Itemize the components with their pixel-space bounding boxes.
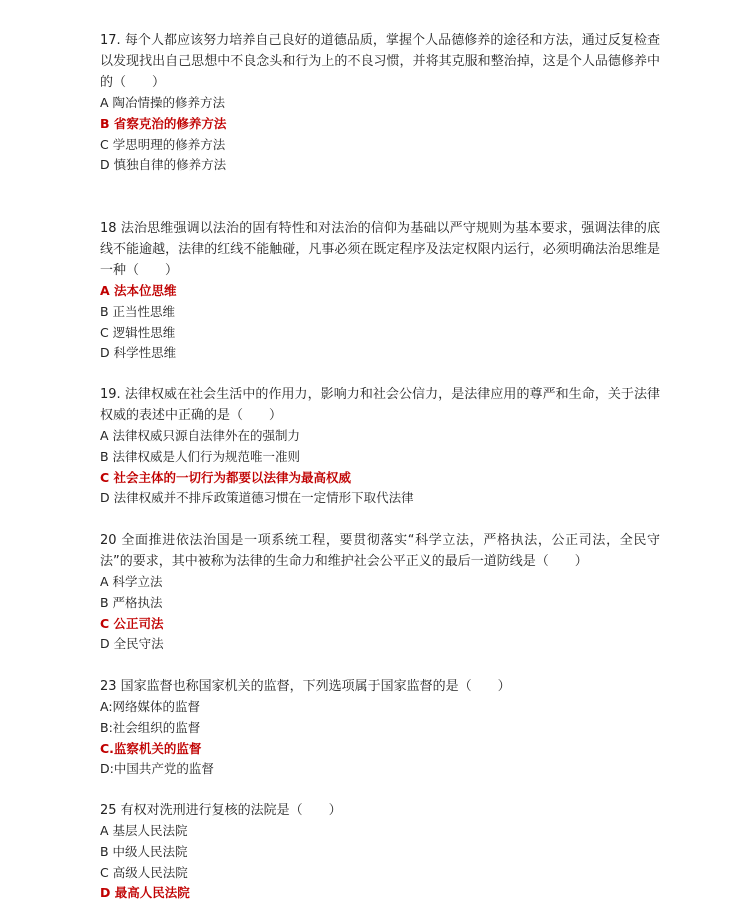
question-stem: 25 有权对洗刑进行复核的法院是（ ）	[100, 803, 342, 818]
option-b: B 正当性思维	[100, 303, 176, 319]
option-b: B 中级人民法院	[100, 843, 188, 859]
question-18	[100, 218, 660, 364]
option-a: A:网络媒体的监督	[100, 699, 201, 714]
option-c: C 逻辑性思维	[100, 324, 176, 340]
option-d-correct-answer: D 最高人民法院	[100, 885, 190, 901]
question-17	[100, 30, 660, 176]
option-c-correct-answer: C 公正司法	[100, 615, 164, 631]
question-stem: 17. 每个人都应该努力培养自己良好的道德品质，掌握个人品德修养的途径和方法，通过反复检查以发现找出自己思想中不良念头和行为上的不良习惯，并将其克服和整治掉，这是个人品德修养中的（ ）	[100, 33, 660, 90]
question-stem: 23 国家监督也称国家机关的监督，下列选项属于国家监督的是（ ）	[100, 679, 511, 694]
option-d: D 全民守法	[100, 636, 164, 652]
question-stem: 19. 法律权威在社会生活中的作用力，影响力和社会公信力，是法律应用的尊严和生命，关于法律权威的表述中正确的是（ ）	[100, 387, 660, 423]
option-d: D 法律权威并不排斥政策道德习惯在一定情形下取代法律	[100, 490, 414, 506]
option-a: A 法律权威只源自法律外在的强制力	[100, 428, 301, 443]
option-c: C 学思明理的修养方法	[100, 136, 226, 152]
option-c: C 高级人民法院	[100, 864, 188, 880]
option-c-correct-answer: C 社会主体的一切行为都要以法律为最高权威	[100, 469, 352, 485]
option-d: D 科学性思维	[100, 345, 177, 361]
option-a-correct-answer: A 法本位思维	[100, 283, 177, 298]
option-a: A 科学立法	[100, 574, 163, 589]
option-d: D 慎独自律的修养方法	[100, 157, 227, 173]
option-b: B:社会组织的监督	[100, 719, 201, 735]
option-d: D:中国共产党的监督	[100, 761, 214, 777]
question-25	[100, 800, 660, 904]
question-stem: 18 法治思维强调以法治的固有特性和对法治的信仰为基础以严守规则为基本要求，强调法律的底线不能逾越，法律的红线不能触碰，凡事必须在既定程序及法定权限内运行，必须明确法治思维是一种（ ）	[100, 221, 660, 278]
question-stem: 20 全面推进依法治国是一项系统工程，要贯彻落实“科学立法，严格执法，公正司法，全民守法”的要求，其中被称为法律的生命力和维护社会公平正义的最后一道防线是（ ）	[100, 533, 660, 569]
option-c-correct-answer: C.监察机关的监督	[100, 740, 202, 756]
option-a: A 陶冶情操的修养方法	[100, 95, 226, 110]
question-23	[100, 676, 660, 780]
option-a: A 基层人民法院	[100, 823, 188, 838]
option-b: B 严格执法	[100, 594, 163, 610]
option-b: B 法律权威是人们行为规范唯一准则	[100, 448, 301, 464]
question-19	[100, 384, 660, 509]
question-20	[100, 530, 660, 655]
option-b-correct-answer: B 省察克治的修养方法	[100, 115, 227, 131]
